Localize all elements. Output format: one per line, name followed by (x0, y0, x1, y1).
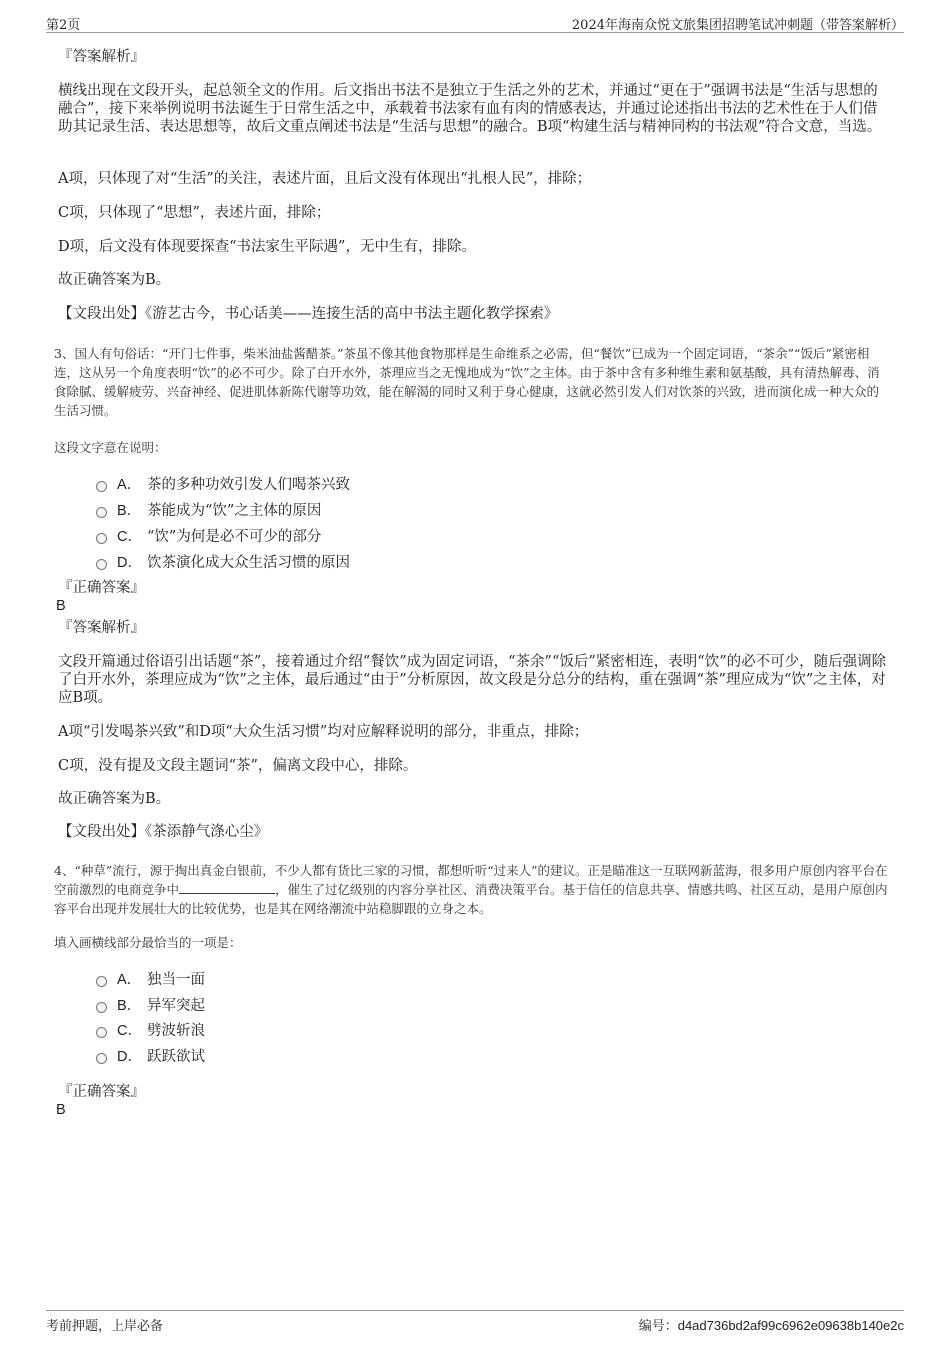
q4-prompt: 填入画横线部分最恰当的一项是： (54, 935, 242, 950)
q3-option-d[interactable]: D． 饮茶演化成大众生活习惯的原因 (96, 551, 350, 571)
radio-icon[interactable] (96, 1002, 107, 1013)
document-code: 编号：d4ad736bd2af99c6962e09638b140e2c (638, 1318, 904, 1334)
q2-option-a-note: A项，只体现了对“生活”的关注，表述片面，且后文没有体现出“扎根人民”，排除； (58, 171, 592, 187)
q2-analysis-label: 『答案解析』 (58, 49, 145, 65)
q4-option-b[interactable]: B． 异军突起 (96, 994, 205, 1014)
radio-icon[interactable] (96, 481, 107, 492)
q4-option-d[interactable]: D． 跃跃欲试 (96, 1045, 205, 1065)
q3-analysis-label: 『答案解析』 (58, 620, 145, 636)
q3-correct-label: 『正确答案』 (58, 580, 145, 596)
q3-source: 【文段出处】《茶添静气涤心尘》 (58, 824, 269, 840)
radio-icon[interactable] (96, 976, 107, 987)
q4-text: 4、“种草”流行，源于掏出真金白银前，不少人都有货比三家的习惯，都想听听“过来人”的建议。正是瞄准这一互联网新蓝海，很多用户原创内容平台在空前激烈的电商竞争中 ，催生了过亿级别的内容分享社区、消费决策平台。基于信任的信息共享、情感共鸣、社区互动，是用户原创内容平台出现并发展壮大的比较优势，也是其在网络潮流中站稳脚跟的立身之本。 (54, 863, 888, 916)
radio-icon[interactable] (96, 533, 107, 544)
q4-correct-answer: B (56, 1102, 66, 1118)
q4-option-c[interactable]: C． 劈波斩浪 (96, 1019, 205, 1039)
fill-blank (179, 881, 275, 894)
q3-text: 3、国人有句俗话：“开门七件事，柴米油盐酱醋茶。”茶虽不像其他食物那样是生命维系之必需，但“餐饮”已成为一个固定词语，“茶余”“饭后”紧密相连，这从另一个角度表明“饮”的必不可少。除了白开水外，茶理应当之无愧地成为“饮”之主体。由于茶中含有多种维生素和氨基酸，具有清热解毒、消食除腻、缓解疲劳、兴奋神经、促进肌体新陈代谢等功效，能在解渴的同时又利于身心健康，这就必然引发人们对饮茶的兴致，进而演化成一种大众的生活习惯。 (54, 346, 880, 418)
q3-analysis: 文段开篇通过俗语引出话题“茶”，接着通过介绍“餐饮”成为固定词语，“茶余”“饭后”紧密相连，表明“饮”的必不可少，随后强调除了白开水外，茶理应成为“饮”之主体，最后通过“由于”分析原因，故文段是分总分的结构，重在强调“茶”理应成为“饮”之主体，对应B项。 (58, 654, 887, 706)
document-title: 2024年海南众悦文旅集团招聘笔试冲刺题（带答案解析） (571, 18, 904, 33)
footer-slogan: 考前押题，上岸必备 (46, 1319, 164, 1334)
page-number: 第2页 (46, 18, 81, 33)
radio-icon[interactable] (96, 1053, 107, 1064)
radio-icon[interactable] (96, 559, 107, 570)
q3-option-c-note: C项，没有提及文段主题词“茶”，偏离文段中心，排除。 (58, 758, 418, 774)
q3-conclusion: 故正确答案为B。 (58, 791, 171, 807)
q2-option-d-note: D项，后文没有体现要探查“书法家生平际遇”，无中生有，排除。 (58, 239, 476, 255)
page-footer (46, 1310, 904, 1335)
q3-option-a[interactable]: A． 茶的多种功效引发人们喝茶兴致 (96, 473, 350, 493)
radio-icon[interactable] (96, 1027, 107, 1038)
q2-source: 【文段出处】《游艺古今，书心话美——连接生活的高中书法主题化教学探索》 (58, 306, 559, 322)
q3-option-b[interactable]: B． 茶能成为“饮”之主体的原因 (96, 499, 321, 519)
q3-correct-answer: B (56, 598, 66, 614)
q2-analysis: 横线出现在文段开头，起总领全文的作用。后文指出书法不是独立于生活之外的艺术，并通过“更在于”强调书法是“生活与思想的融合”，接下来举例说明书法诞生于日常生活之中，承载着书法家有血有肉的情感表达，并通过论述指出书法的艺术性在于人们借助其记录生活、表达思想等，故后文重点阐述书法是“生活与思想”的融合。B项“构建生活与精神同构的书法观”符合文意，当选。 (58, 83, 882, 135)
radio-icon[interactable] (96, 507, 107, 518)
q2-option-c-note: C项，只体现了“思想”，表述片面，排除； (58, 205, 331, 221)
page-header (46, 12, 904, 33)
q2-conclusion: 故正确答案为B。 (58, 272, 171, 288)
q3-option-ad-note: A项“引发喝茶兴致”和D项“大众生活习惯”均对应解释说明的部分，非重点，排除； (58, 724, 589, 740)
q3-prompt: 这段文字意在说明： (54, 440, 167, 455)
q4-correct-label: 『正确答案』 (58, 1084, 145, 1100)
q3-option-c[interactable]: C． “饮”为何是必不可少的部分 (96, 525, 321, 545)
q4-option-a[interactable]: A． 独当一面 (96, 968, 205, 988)
